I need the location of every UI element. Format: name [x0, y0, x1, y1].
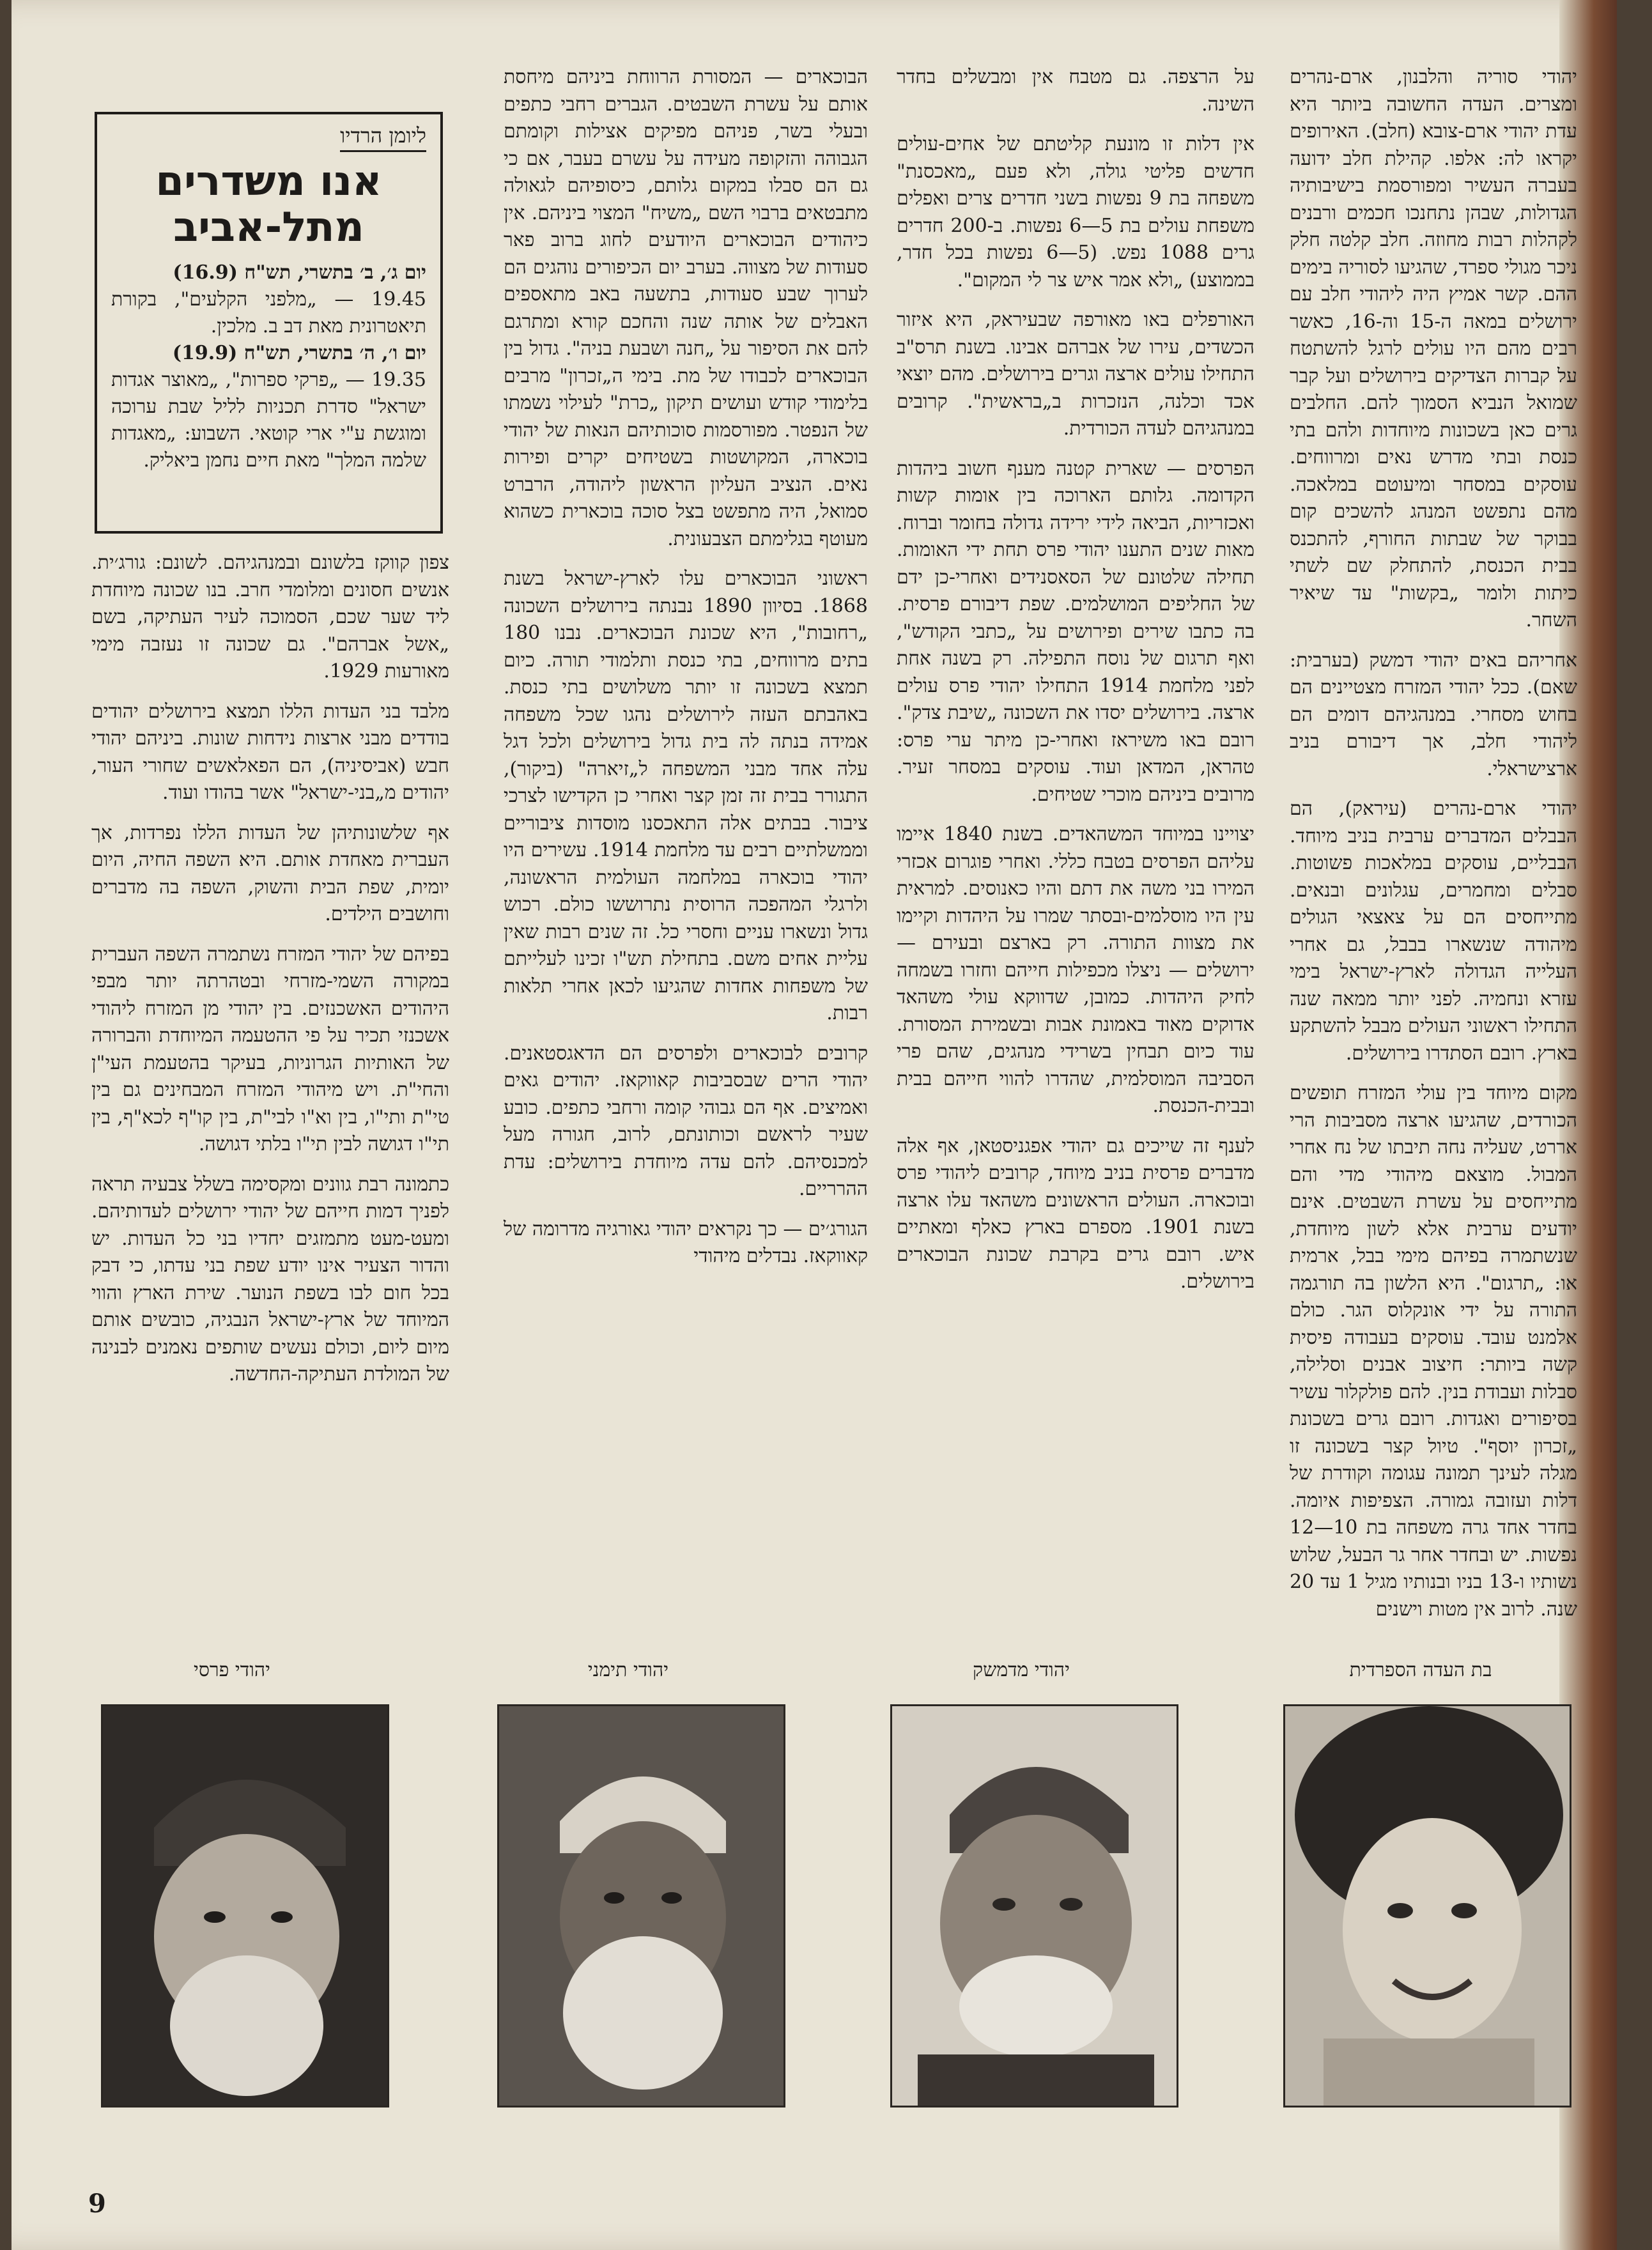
broadcast-item-2: 19.35 — „פרקי ספרות", „מאוצר אגדות ישראל" סדרת תכניות לליל שבת ערוכה ומוגשת ע"י ארי קוטאי. השבוע: „מאגדות שלמה המלך" מאת חיים נחמן ביאליק.	[111, 369, 426, 472]
paragraph: מקום מיוחד בין עולי המזרח תופשים הכורדים, שהגיעו ארצה מסביבות הרי אררט, שעליה נחה תיבתו של נח אחרי המבול. מוצאם מיהודי מדי והם מתייחסים על עשרת השבטים. אינם יודעים ערבית אלא לשון מיוחדת, שנשתמרה בפיהם מימי בבל, ארמית או: „תרגום". היא הלשון בה תורגמה התורה על ידי אונקלוס הגר. כולם אלמנט עובד. עוסקים בעבודה פיסית קשה ביותר: חיצוב אבנים וסלילה, סבלות ועבודת בנין. להם פולקלור עשיר בסיפורים ואגדות. רובם גרים בשכונת „זכרון יוסף". טיול קצר בשכונה זו מגלה לעינך תמונה עגומה וקודרת של דלות ועזובה גמורה. הצפיפות איומה. בחדר אחד גרה משפחה בת 10—12 נפשות. יש ובחדר אחר גר הבעל, שלוש נשותיו ו-13 בניו ובנותיו מגיל 1 עד 20 שנה. לרוב אין מטות וישנים	[1290, 1082, 1578, 1621]
paragraph: האורפלים באו מאורפה שבעיראק, היא איזור הכשדים, עירו של אברהם אבינו. בשנת תרס"ב התחילו עולים ארצה וגרים בירושלים. מהם יוצאי אכד וכלנה, הנזכרות ב„בראשית". קרובים במנהגיהם לעדה הכורדית.	[897, 309, 1254, 440]
girl-portrait-photo	[1283, 1704, 1571, 2107]
paragraph: אחריהם באים יהודי דמשק (בערבית: שאם). ככל יהודי המזרח מצטיינים הם בחוש מסחרי. במנהגיהם דומים הם ליהודי חלב, אך דיבורם בניב ארצישראלי.	[1290, 649, 1577, 780]
paragraph: אף שלשונותיהן של העדות הללו נפרדות, אך העברית מאחדת אותם. היא השפה החיה, היום יומית, שפת הבית והשוק, השפה בה מדברים וחושבים הילדים.	[91, 821, 449, 925]
man-portrait-icon	[103, 1706, 387, 2106]
photo-caption: יהודי תימני	[587, 1659, 669, 1681]
paragraph: מלבד בני העדות הללו תמצא בירושלים יהודים בודדים מבני ארצות נידחות שונות. ביניהם יהודי חבש (אביסיניה), הם הפאלאשים שחורי העור, יהודים מ„בני-ישראל" אשר בהודו ועוד.	[91, 700, 449, 804]
paragraph: יהודי ארם-נהרים (עיראק), הם הבבלים המדברים ערבית בניב מיוחד. הבבליים, עוסקים במלאכות פשוטות. סבלים ומחמרים, עגלונים ובנאים. מתייחסים הם על צאצאי הגולים מיהודה שנשארו בבבל, גם אחרי העלייה הגדולה לארץ-ישראל בימי עזרא ונחמיה. לפני יותר ממאה שנה התחילו ראשוני העולים מבבל להשתקע בארץ. רובם הסתדרו בירושלים.	[1290, 798, 1577, 1065]
paragraph: לענף זה שייכים גם יהודי אפגניסטאן, אף אלה מדברים פרסית בניב מיוחד, קרובים ליהודי פרס ובוכארה. העולים הראשונים משהאד עלו ארצה בשנת 1901. מספרם בארץ כאלף ומאתיים איש. רובם גרים בקרבת שכונת הבוכארים בירושלים.	[897, 1134, 1254, 1293]
column-2	[897, 64, 1254, 1309]
man-portrait-icon	[892, 1706, 1177, 2106]
paragraph: הבוכארים — המסורת הרווחת ביניהם מיחסת אותם על עשרת השבטים. הגברים רחבי כתפים ובעלי בשר, פניהם מפיקים אצילות וקומתם הגבוהה והזקופה מעידה על עשרם בעבר, אם כי גם הם סבלו במקום גלותם, כיסופיהם לגאולה מתבטאים ברבוי השם „משיח" המצוי ביניהם. אין כיהודים הבוכארים היודעים לחוג ברוב פאר סעודות של מצווה. בערב יום הכיפורים נוהגים הם לערוך שבע סעודות, בתשעה באב מתאספים האבלים של אותה שנה והחכם קורא ומתרגם להם את הסיפור על „חנה ושבעת בניה". גדול בין הבוכארים לכבודו של מת. בימי ה„זכרון" מרבים בלימודי קודש ועושים תיקון „כרת" לעילוי נשמתו של הנפטר. מפורסמות סוכותיהם הנאות של יהודי בוכארה, המקושטות בשטיחים יקרים ופירות נאים. הנציב העליון הראשון ליהודה, הרברט סמואל, היה מתפשט בצל סוכה בוכארית כשהוא מעוטף בגלימתם הצבעונית.	[504, 66, 868, 550]
headline-line-1: אנו משדרים	[155, 158, 382, 205]
photo-caption: יהודי מדמשק	[973, 1659, 1070, 1681]
column-4	[91, 550, 449, 1401]
paragraph: יהודי סוריה והלבנון, ארם-נהרים ומצרים. העדה החשובה ביותר היא עדת יהודי ארם-צובא (חלב). האירופים יקראו לה: אלפו. קהילת חלב ידועה בעברה העשיר ומפורסמת בישיבותיה הגדולות, שבהן נתחנכו חכמים ורבנים לקהלות רבות מחוזה. חלב קלטה חלק ניכר מגולי ספרד, שהגיעו לסוריה בימים ההם. קשר אמיץ היה ליהודי חלב עם ירושלים במאה ה-15 וה-16, כאשר רבים מהם היו עולים לרגל להשתטח על קברות הצדיקים בירושלים ועל קבר שמואל הנביא הסמוך להם. החלבים גרים כאן בשכונות מיוחדות ולהם בתי כנסת ובתי מדרש נאים ומרווחים. עוסקים במסחר ומיעוטם במלאכה. מהם נתפשט המנהג להשכים קום בבוקר של שבתות החורף, להתכנס בבית הכנסת, להתחלק שם לשתי כיתות ולומר „בקשות" עד שיאיר השחר.	[1290, 66, 1577, 631]
paragraph: הפרסים — שארית קטנה מענף חשוב ביהדות הקדומה. גלותם הארוכה בין אומות קשות ואכזריות, הביאה לידי ירידה גדולה בחומר וברוח. מאות שנים התענו יהודי פרס תחת ידי האומות. תחילה שלטונם של הסאסנידים ואחרי-כן ידם של החליפים המושלמים. שפת דיבורם פרסית. בה כתבו שירים ופירושים על „כתבי הקודש", ואף תרגום של נוסח התפילה. רק בשנה אחת לפני מלחמת 1914 התחילו יהודי פרס עולים ארצה. בירושלים יסדו את השכונה „שיבת צדק". רובם באו משיראז ואחרי-כן מיתר ערי פרס: טהראן, המדאן ועוד. עוסקים במסחר זעיר. מרובים ביניהם מוכרי שטיחים.	[897, 457, 1254, 806]
paragraph: על הרצפה. גם מטבח אין ומבשלים בחדר השינה.	[897, 66, 1254, 116]
paragraph: צפון קווקז בלשונם ובמנהגיהם. לשונם: גורג׳ית. אנשים חסונים ומלומדי חרב. בנו שכונה מיוחדת ליד שער שכם, הסמוכה לעיר העתיקה, בשם „אשל אברהם". גם שכונה זו נעזבה מימי מאורעות 1929.	[91, 551, 449, 682]
man-damascus-photo	[890, 1704, 1178, 2107]
photo-caption: בת העדה הספרדית	[1349, 1659, 1492, 1681]
column-1	[1290, 64, 1577, 1636]
paragraph: כתמונה רבת גוונים ומקסימה בשלל צבעיה תראה לפניך דמות חייהם של יהודי ירושלים לעדותיהם. ומעט-מעט מתמזגים יחדיו בני כל העדות. יש והדור הצעיר אינו יודע שפת בני עדתו, כי דבק בכל חום לבו בשפת הנוער. שירת הארץ והווי המיוחד של ארץ-ישראל הנבגיה, כובשים אותם מיום ליום, וכולם נעשים שותפים נאמנים לבנינה של המולדת העתיקה-החדשה.	[91, 1173, 449, 1385]
radio-box-tag: ליומן הרדיו	[340, 123, 426, 152]
paragraph: ראשוני הבוכארים עלו לארץ-ישראל בשנת 1868. בסיוון 1890 נבנתה בירושלים השכונה „רחובות", היא שכונת הבוכארים. נבנו 180 בתים מרווחים, בתי כנסת ותלמודי תורה. כיום תמצא בשכונה זו יותר משלושים בתי כנסת. באהבתם העזה לירושלים נהגו שכל משפחה אמידה בנתה לה בית גדול בירושלים ולכל דגל עלה אחד מבני המשפחה ל„זיארה" (ביקור), התגורר בבית זה זמן קצר ואחרי כן הקדישו לצרכי ציבור. בבתים אלה התאכסנו מוסדות ציבוריים וממשלתיים רבים עד מלחמת 1914. עשירים היו יהודי בוכארה במלחמה העולמית הראשונה, ולרגלי המהפכה הרוסית נתרוששו כולם. רכוש גדול ונשארו עניים וחסרי כל. זה שנים רבות שאין עליית אחים משם. בתחילת תש"ו זכינו לעלייתם של משפחות אחדות שהגיעו לכאן אחרי תלאות רבות.	[504, 567, 868, 1024]
broadcast-item-1: 19.45 — „מלפני הקלעים", בקורת תיאטרונית מאת דב ב. מלכין.	[111, 288, 426, 337]
girl-portrait-icon	[1285, 1706, 1570, 2106]
man-persian-photo	[101, 1704, 389, 2107]
paragraph: הגורג׳ים — כך נקראים יהודי גאורגיה מדרומה של קאווקאז. נבדלים מיהודי	[504, 1217, 868, 1267]
radio-box-headline	[111, 158, 426, 250]
paragraph: קרובים לבוכארים ולפרסים הם הדאגסטאנים. יהודי הרים שבסביבות קאווקאז. יהודים גאים ואמיצים. אף הם גבוהי קומה ורחבי כתפים. כובע שעיר לראשם וכותונתם, לרוב, חגורה מעל למכנסיהם. להם עדה מיוחדת בירושלים: עדת ההרריים.	[504, 1042, 868, 1200]
paragraph: בפיהם של יהודי המזרח נשתמרה השפה העברית במקורה השמי-מזרחי ובטהרתה יותר מבפי היהודים האשכנזים. בין יהודי מן המזרח ליהודי אשכנזי תכיר על פי ההטעמה המיוחדת והברורה של האותיות הגרוניות, בעיקר בהטעמת העי"ן והחי"ת. ויש מיהודי המזרח המבחינים גם בין טי"ת ותי"ו, בין וא"ו לבי"ת, בין קו"ף לכא"ף, בין תי"ו דגושה לבין תי"ו בלתי דגושה.	[91, 943, 449, 1155]
broadcast-day-2: יום ו׳, ה׳ בתשרי, תש"ח (19.9)	[172, 342, 426, 364]
column-3	[504, 64, 868, 1283]
paragraph: אין דלות זו מונעת קליטתם של אחים-עולים חדשים פליטי גולה, ולא פעם „מאכסנת" משפחה בת 9 נפשות בשני חדרים צרים ואפלים משפחת עולים בת 5—6 נפשות. ב-200 חדרים גרים 1088 נפש. (5—6 נפשות בכל חדר, בממוצע) „ולא אמר איש צר לי המקום".	[897, 133, 1255, 291]
man-portrait-icon	[499, 1706, 784, 2106]
broadcast-day-1: יום ג׳, ב׳ בתשרי, תש"ח (16.9)	[173, 261, 426, 284]
page-number: 9	[88, 2189, 106, 2219]
man-yemenite-photo	[497, 1704, 785, 2107]
photo-caption: יהודי פרסי	[193, 1659, 270, 1681]
radio-box	[95, 112, 443, 534]
headline-line-2: מתל-אביב	[173, 204, 364, 251]
magazine-page	[12, 0, 1617, 2250]
paragraph: יצויינו במיוחד המשהאדים. בשנת 1840 איימו עליהם הפרסים בטבח כללי. ואחרי פוגרום אכזרי המירו בני משה את דתם והיו כאנוסים. למראית עין היו מוסלמים-ובסתר שמרו על היהדות וקיימו את מצוות התורה. רק בארצם ובעירם — ירושלים — ניצלו מכפילות חייהם וחזרו בשמחה לחיק היהדות. כמובן, שדווקא עולי משהאד אדוקים מאוד באמונת אבות ובשמירת המסורת. עוד כיום תבחין בשרידי מנהגים, שהם פרי הסביבה המוסלמית, שהדרו להווי חייהם בבית ובבית-הכנסת.	[897, 823, 1255, 1117]
